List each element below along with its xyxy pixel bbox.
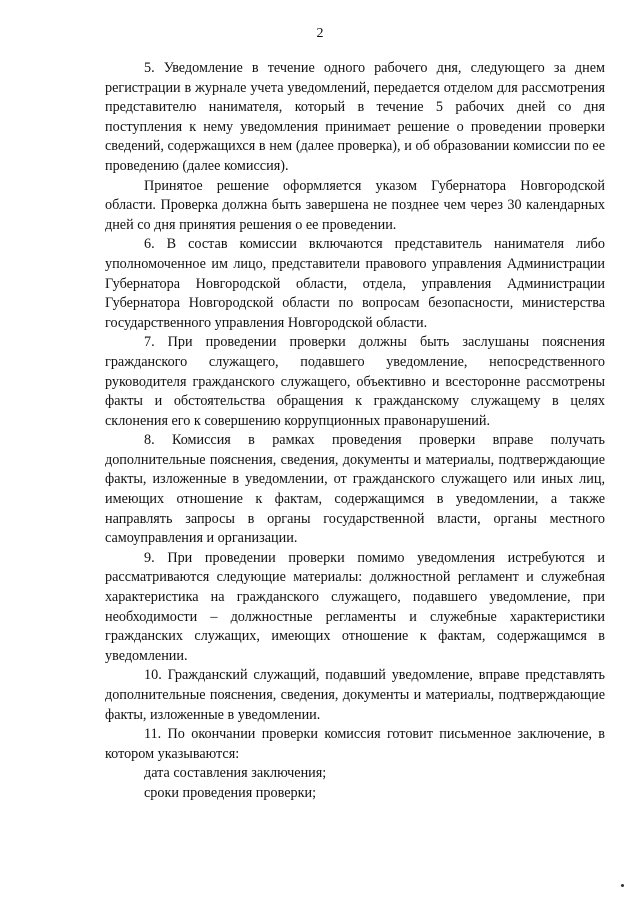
page-number: 2 [316, 26, 324, 41]
paragraph-5: 5. Уведомление в течение одного рабочего дня, следующего за днем регистрации в журнале учета уведомлений, передается отделом для рассмотрения представителю нанимателя, который в течение 5 рабочих дней со дня поступления к нему уведомления принимает решение о проведении проверки сведений, содержащихся в нем (далее проверка), и об образовании комиссии по ее проведению (далее комиссия). [105, 60, 605, 174]
list-item: дата составления заключения; [144, 765, 327, 782]
document-body [105, 59, 605, 804]
paragraph-11: 11. По окончании проверки комиссия готовит письменное заключение, в котором указываются: [105, 726, 605, 762]
paragraph-7: 7. При проведении проверки должны быть заслушаны пояснения гражданского служащего, подавшего уведомление, непосредственного руководителя гражданского служащего, объективно и всесторонне рассмотрены факты и обстоятельства обращения к гражданскому служащему в целях склонения его к совершению коррупционных правонарушений. [105, 334, 605, 429]
paragraph-9: 9. При проведении проверки помимо уведомления истребуются и рассматриваются следующие материалы: должностной регламент и служебная характеристика на гражданского служащего, подавшего уведомление, при необходимости – должностные регламенты и служебные характеристики гражданских служащих, имеющих отношение к фактам, содержащимся в уведомлении. [105, 549, 605, 664]
list-item: сроки проведения проверки; [144, 784, 317, 801]
scan-dot-mark [621, 884, 624, 887]
paragraph-decision: Принятое решение оформляется указом Губернатора Новгородской области. Проверка должна быть завершена не позднее чем через 30 календарных дней со дня принятия решения о ее проведении. [105, 177, 605, 233]
paragraph-6: 6. В состав комиссии включаются представитель нанимателя либо уполномоченное им лицо, представители правового управления Администрации Губернатора Новгородской области, отдела, управления Администрации Губернатора Новгородской области по вопросам безопасности, министерства государственного управления Новгородской области. [105, 236, 605, 331]
paragraph-10: 10. Гражданский служащий, подавший уведомление, вправе представлять дополнительные пояснения, сведения, документы и материалы, подтверждающие факты, изложенные в уведомлении. [105, 667, 605, 723]
paragraph-8: 8. Комиссия в рамках проведения проверки вправе получать дополнительные пояснения, сведения, документы и материалы, подтверждающие факты, изложенные в уведомлении, от гражданского служащего или иных лиц, имеющих отношение к фактам, содержащимся в уведомлении, а также направлять запросы в органы государственной власти, органы местного самоуправления и организации. [105, 432, 605, 547]
